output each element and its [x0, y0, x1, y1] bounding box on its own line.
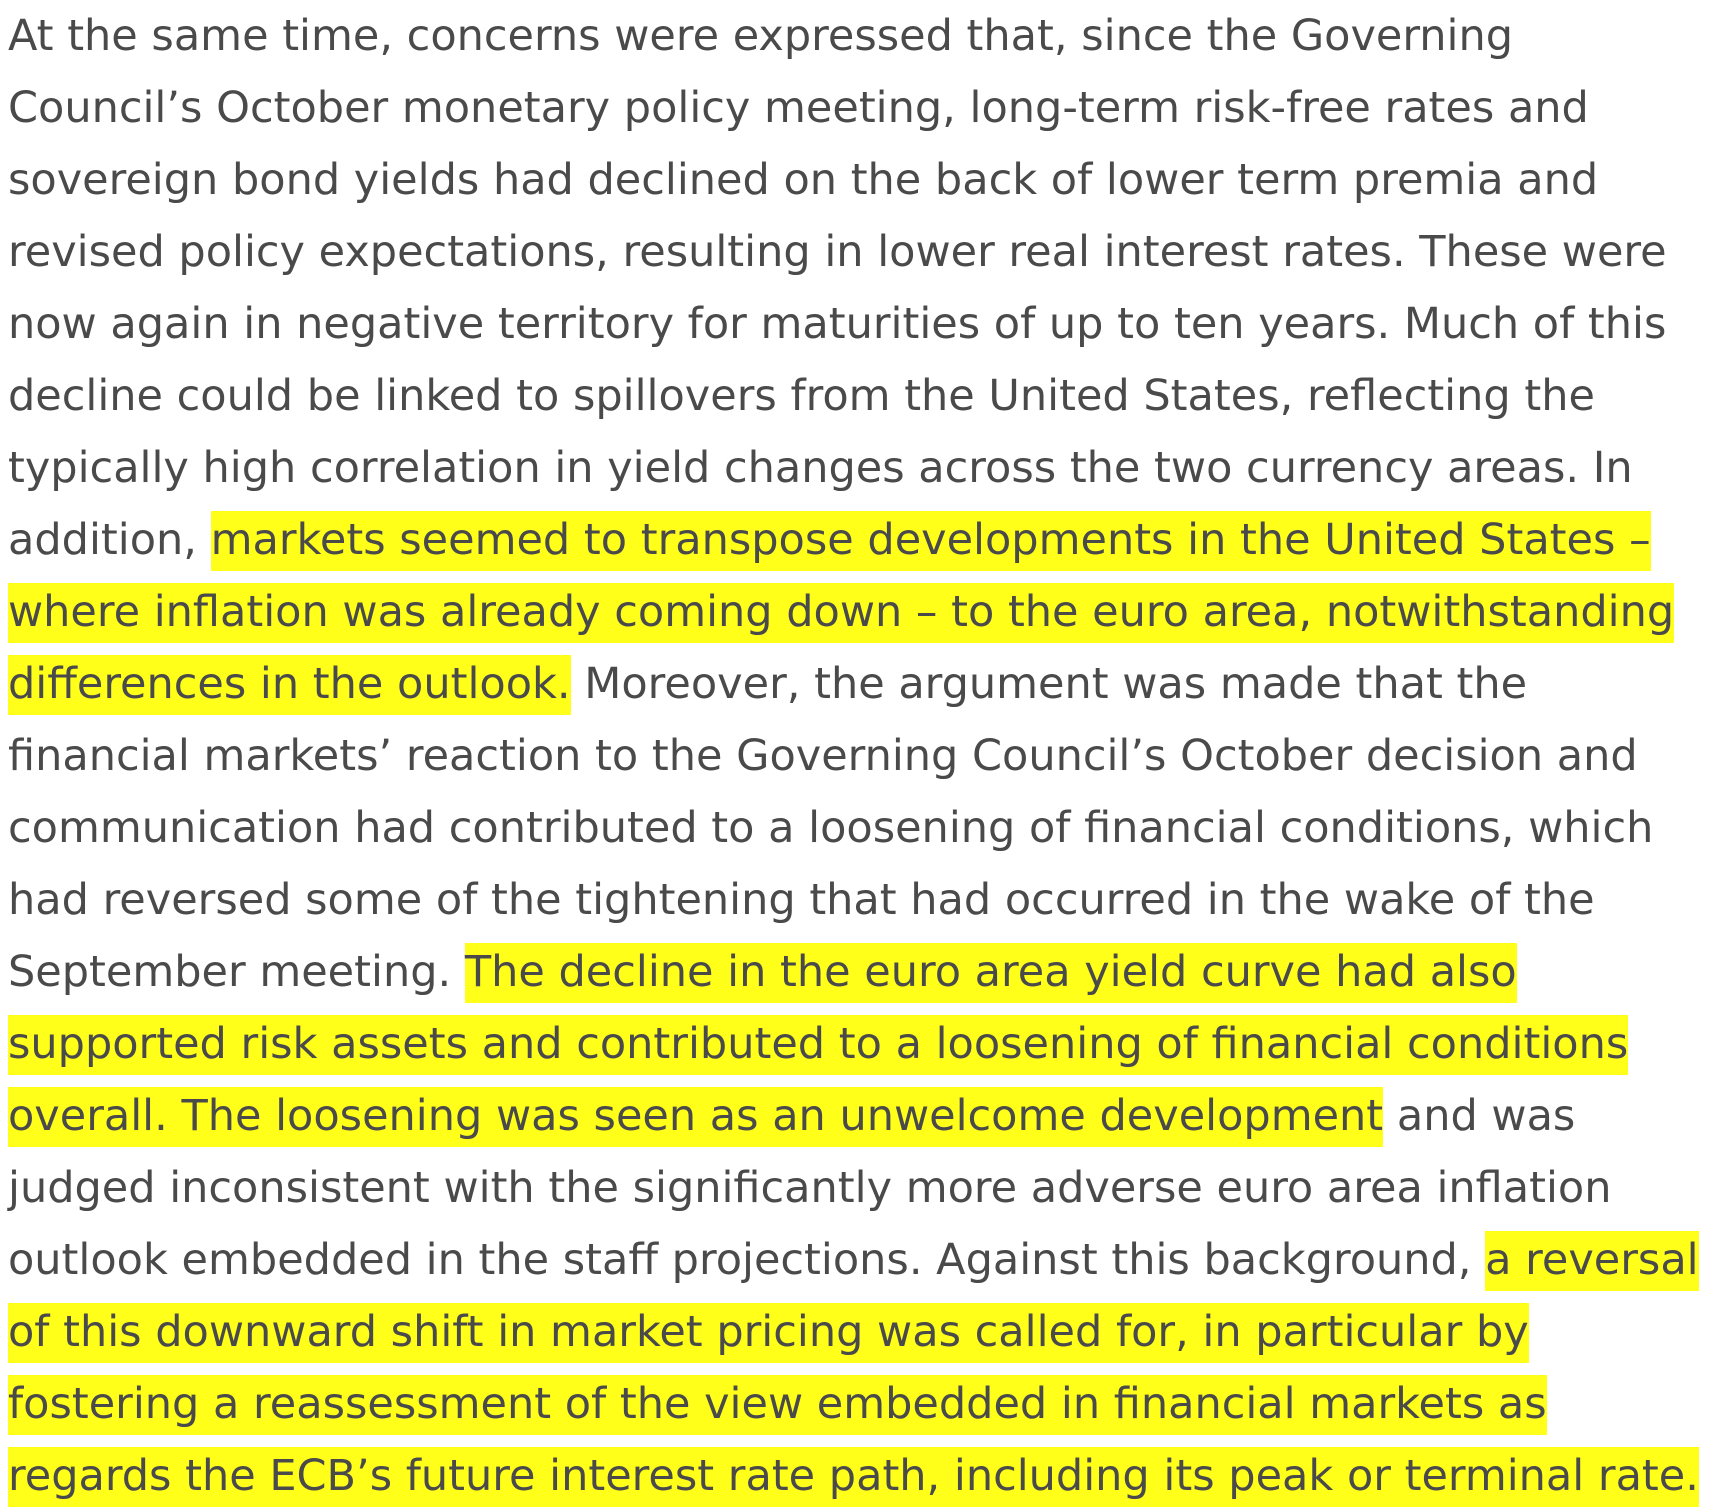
text-segment: and was judged inconsistent with the significantly more adverse euro area inflation outlook embedded in the staff projections. Against this background, — [8, 1091, 1612, 1285]
text-segment: Moreover, the argument was made that the financial markets’ reaction to the Governing Council’s October decision and communication had contributed to a loosening of financial conditions, which had reversed some of the tightening that had occurred in the wake of the September meeting. — [8, 659, 1654, 997]
paragraph — [8, 0, 1712, 1512]
highlighted-text-segment: markets seemed to transpose developments in the United States – where inflation was already coming down – to the euro area, notwithstanding differences in the outlook. — [8, 511, 1674, 715]
highlighted-text-segment: a reversal of this downward shift in market pricing was called for, in particular by fostering a reassessment of the view embedded in financial markets as regards the ECB’s future interest rate path, including its peak or terminal rate. — [8, 1231, 1699, 1507]
highlighted-text-segment: The decline in the euro area yield curve had also supported risk assets and contributed to a loosening of financial conditions overall. The loosening was seen as an unwelcome development — [8, 943, 1628, 1147]
text-segment: At the same time, concerns were expressed that, since the Governing Council’s October monetary policy meeting, long-term risk-free rates and sovereign bond yields had declined on the back of lower term premia and revised policy expectations, resulting in lower real interest rates. These were now again in negative territory for maturities of up to ten years. Much of this decline could be linked to spillovers from the United States, reflecting the typically high correlation in yield changes across the two currency areas. In addition, — [8, 11, 1667, 565]
document-body — [8, 0, 1712, 1512]
